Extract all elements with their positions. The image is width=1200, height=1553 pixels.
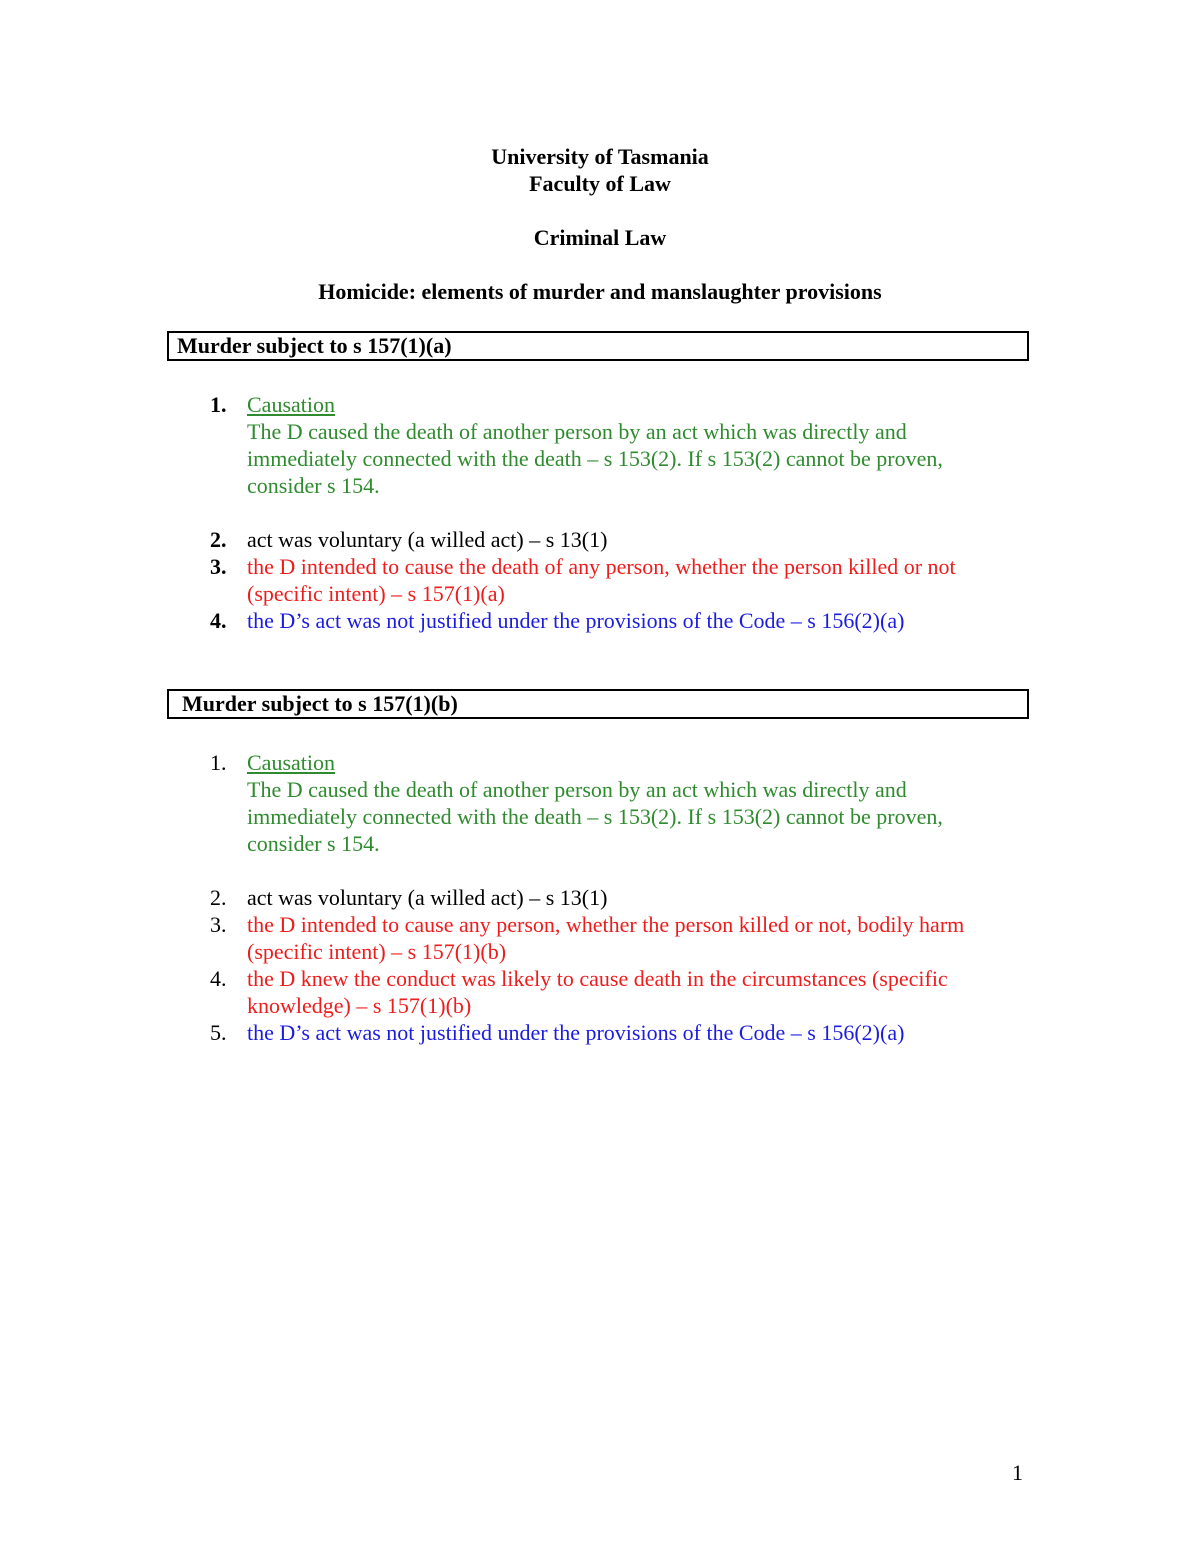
section-b-heading: Murder subject to s 157(1)(b)	[167, 689, 1029, 719]
list-item-heading: Causation	[247, 750, 335, 775]
course-title: Criminal Law	[533, 225, 667, 250]
list-item-line: (specific intent) – s 157(1)(a)	[247, 581, 505, 606]
university-name: University of Tasmania	[491, 144, 709, 169]
faculty-name: Faculty of Law	[529, 171, 671, 196]
list-item-line: immediately connected with the death – s 153(2). If s 153(2) cannot be proven,	[247, 446, 943, 471]
list-item-number: 2.	[210, 527, 227, 552]
list-item-line: the D’s act was not justified under the provisions of the Code – s 156(2)(a)	[247, 608, 905, 633]
document-title: Homicide: elements of murder and manslaughter provisions	[318, 279, 882, 304]
list-item-text	[247, 911, 1027, 965]
list-item-text	[247, 607, 1027, 634]
list-item-number: 3.	[210, 912, 227, 937]
list-item-line: immediately connected with the death – s 153(2). If s 153(2) cannot be proven,	[247, 804, 943, 829]
list-item-line: knowledge) – s 157(1)(b)	[247, 993, 472, 1018]
list-item-heading: Causation	[247, 392, 335, 417]
list-item-line: consider s 154.	[247, 473, 380, 498]
list-item-line: the D’s act was not justified under the provisions of the Code – s 156(2)(a)	[247, 1020, 905, 1045]
section-a-heading: Murder subject to s 157(1)(a)	[167, 331, 1029, 361]
list-item-number: 2.	[210, 885, 227, 910]
list-item-line: consider s 154.	[247, 831, 380, 856]
list-item-line: the D knew the conduct was likely to cause death in the circumstances (specific	[247, 966, 948, 991]
list-item-number: 4.	[210, 608, 227, 633]
list-item-number: 4.	[210, 966, 227, 991]
list-item-line: the D intended to cause any person, whether the person killed or not, bodily harm	[247, 912, 965, 937]
list-item-text	[247, 553, 1027, 607]
list-item-text	[247, 391, 1027, 499]
list-item-line: act was voluntary (a willed act) – s 13(1)	[247, 885, 608, 910]
list-item-number: 3.	[210, 554, 227, 579]
list-item-line: The D caused the death of another person by an act which was directly and	[247, 777, 907, 802]
list-item-line: act was voluntary (a willed act) – s 13(1)	[247, 527, 608, 552]
list-item-line: (specific intent) – s 157(1)(b)	[247, 939, 507, 964]
list-item-text	[247, 884, 1027, 911]
list-item-text	[247, 749, 1027, 857]
list-item-number: 5.	[210, 1020, 227, 1045]
list-item-text	[247, 1019, 1027, 1046]
list-item-text	[247, 965, 1027, 1019]
list-item-text	[247, 526, 1027, 553]
page-number: 1	[1012, 1460, 1023, 1485]
list-item-number: 1.	[210, 750, 227, 775]
list-item-number: 1.	[210, 392, 227, 417]
list-item-line: The D caused the death of another person by an act which was directly and	[247, 419, 907, 444]
list-item-line: the D intended to cause the death of any person, whether the person killed or not	[247, 554, 956, 579]
